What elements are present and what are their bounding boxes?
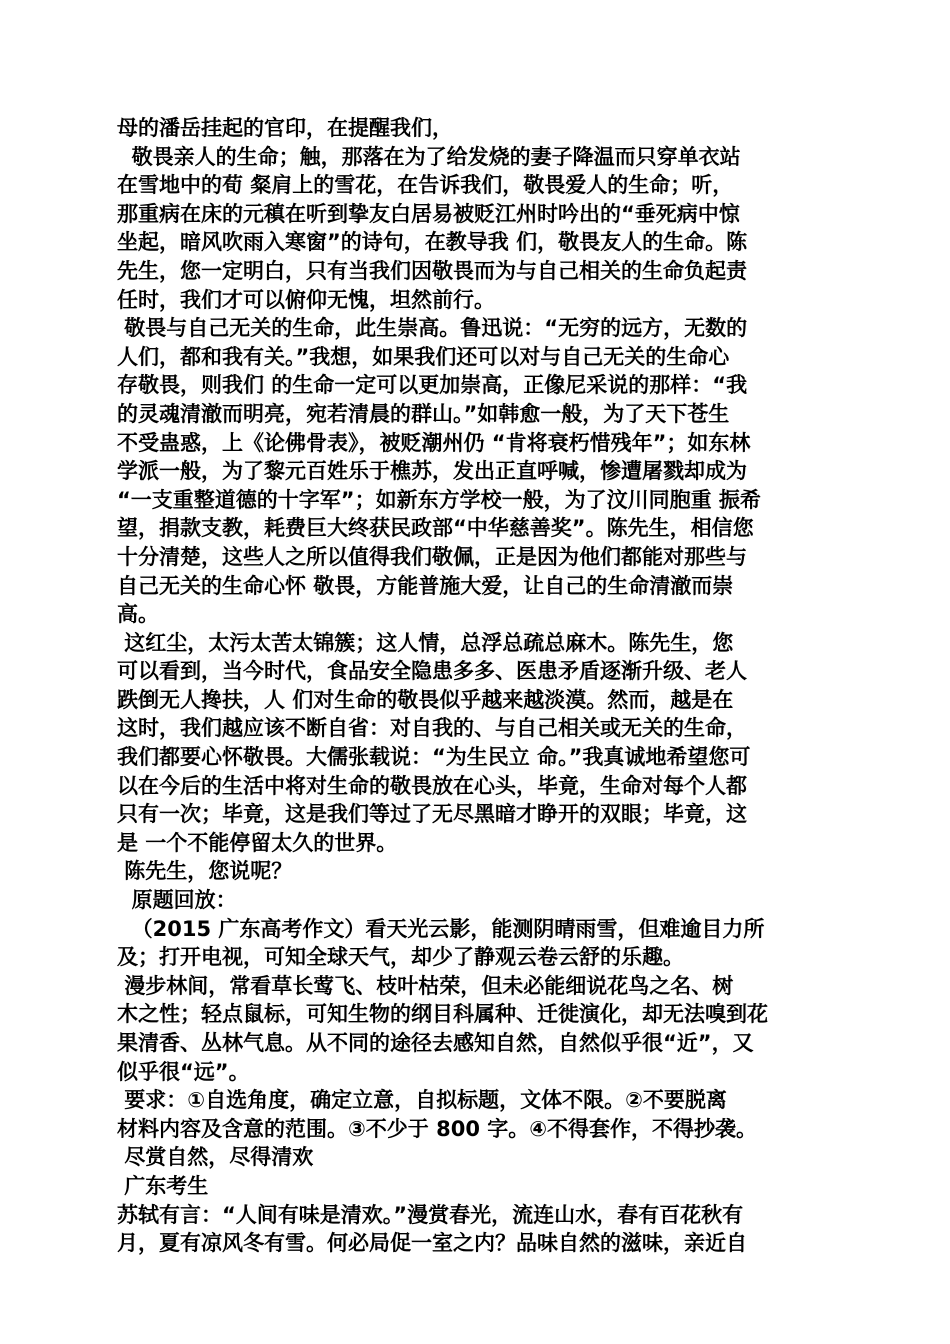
text-line: 这时，我们越应该不断自省：对自我的、与自己相关或无关的生命， xyxy=(117,716,747,741)
text-line: 那重病在床的元稹在听到挚友白居易被贬江州时吟出的“垂死病中惊 xyxy=(117,201,740,226)
text-line: 尽赏自然，尽得清欢 xyxy=(117,1145,314,1170)
text-line: 的灵魂清澈而明亮，宛若清晨的群山。”如韩愈一般，为了天下苍生 xyxy=(117,401,730,426)
text-line: 是 一个不能停留太久的世界。 xyxy=(117,830,398,855)
text-line: 这红尘，太污太苦太锦簇；这人情，总浮总疏总麻木。陈先生，您 xyxy=(117,630,734,655)
text-line: 原题回放： xyxy=(117,888,237,913)
text-line: 先生，您一定明白，只有当我们因敬畏而为与自己相关的生命负起责 xyxy=(117,258,747,283)
text-line: 跌倒无人搀扶，人 们对生命的敬畏似乎越来越淡漠。然而，越是在 xyxy=(117,687,734,712)
text-line: 望，捐款支教，耗费巨大终获民政部“中华慈善奖”。陈先生，相信您 xyxy=(117,516,754,541)
text-line: 敬畏与自己无关的生命，此生崇高。鲁迅说：“无穷的远方，无数的 xyxy=(117,316,748,341)
text-line: 木之性；轻点鼠标，可知生物的纲目科属种、迁徙演化，却无法嗅到花 xyxy=(117,1002,768,1027)
text-line: 似乎很“远”。 xyxy=(117,1059,250,1084)
text-line: 坐起，暗风吹雨入寒窗”的诗句，在教导我 们，敬畏友人的生命。陈 xyxy=(117,230,748,255)
text-line: 十分清楚，这些人之所以值得我们敬佩，正是因为他们都能对那些与 xyxy=(117,544,747,569)
essay-text xyxy=(117,114,837,1258)
text-line: 果清香、丛林气息。从不同的途径去感知自然，自然似乎很“近”，又 xyxy=(117,1031,754,1055)
text-line: 以在今后的生活中将对生命的敬畏放在心头，毕竟，生命对每个人都 xyxy=(117,773,747,798)
text-line: 漫步林间，常看草长莺飞、枝叶枯荣，但未必能细说花鸟之名、树 xyxy=(117,973,734,998)
text-line: 及；打开电视，可知全球天气，却少了静观云卷云舒的乐趣。 xyxy=(117,945,684,970)
text-line: “一支重整道德的十字军”；如新东方学校一般，为了汶川同胞重 振希 xyxy=(117,487,761,512)
text-line: 自己无关的生命心怀 敬畏，方能普施大爱，让自己的生命清澈而崇 xyxy=(117,573,734,598)
text-line: 在雪地中的荀 粲肩上的雪花，在告诉我们，敬畏爱人的生命；听， xyxy=(117,173,734,198)
text-line: 不受蛊惑，上《论佛骨表》，被贬潮州仍 “肯将衰朽惜残年”；如东林 xyxy=(117,430,751,455)
text-line: 存敬畏，则我们 的生命一定可以更加崇高，正像尼采说的那样：“我 xyxy=(117,373,748,398)
text-line: 月，夏有凉风冬有雪。何必局促一室之内？品味自然的滋味，亲近自 xyxy=(117,1231,747,1256)
text-line: 要求：①自选角度，确定立意，自拟标题，文体不限。②不要脱离 xyxy=(117,1088,727,1113)
text-line: 学派一般，为了黎元百姓乐于樵苏，发出正直呼喊，惨遭屠戮却成为 xyxy=(117,459,747,484)
text-line: 我们都要心怀敬畏。大儒张载说：“为生民立 命。”我真诚地希望您可 xyxy=(117,745,751,770)
text-line: 陈先生，您说呢？ xyxy=(117,859,293,884)
text-line: 任时，我们才可以俯仰无愧，坦然前行。 xyxy=(117,287,495,312)
text-line: 材料内容及含意的范围。③不少于 800 字。④不得套作，不得抄袭。 xyxy=(117,1116,758,1141)
text-line: 只有一次；毕竟，这是我们等过了无尽黑暗才睁开的双眼；毕竟，这 xyxy=(117,802,747,827)
text-line: （2015 广东高考作文）看天光云影，能测阴晴雨雪，但难逾目力所 xyxy=(117,916,765,941)
text-line: 广东考生 xyxy=(117,1173,209,1198)
text-line: 可以看到，当今时代，食品安全隐患多多、医患矛盾逐渐升级、老人 xyxy=(117,659,747,684)
text-line: 苏轼有言：“人间有味是清欢。”漫赏春光，流连山水，春有百花秋有 xyxy=(117,1202,744,1227)
text-line: 人们，都和我有关。”我想，如果我们还可以对与自己无关的生命心 xyxy=(117,344,730,369)
text-line: 母的潘岳挂起的官印，在提醒我们， xyxy=(117,116,453,140)
text-line: 高。 xyxy=(117,602,159,627)
text-line: 敬畏亲人的生命；触，那落在为了给发烧的妻子降温而只穿单衣站 xyxy=(117,144,741,169)
